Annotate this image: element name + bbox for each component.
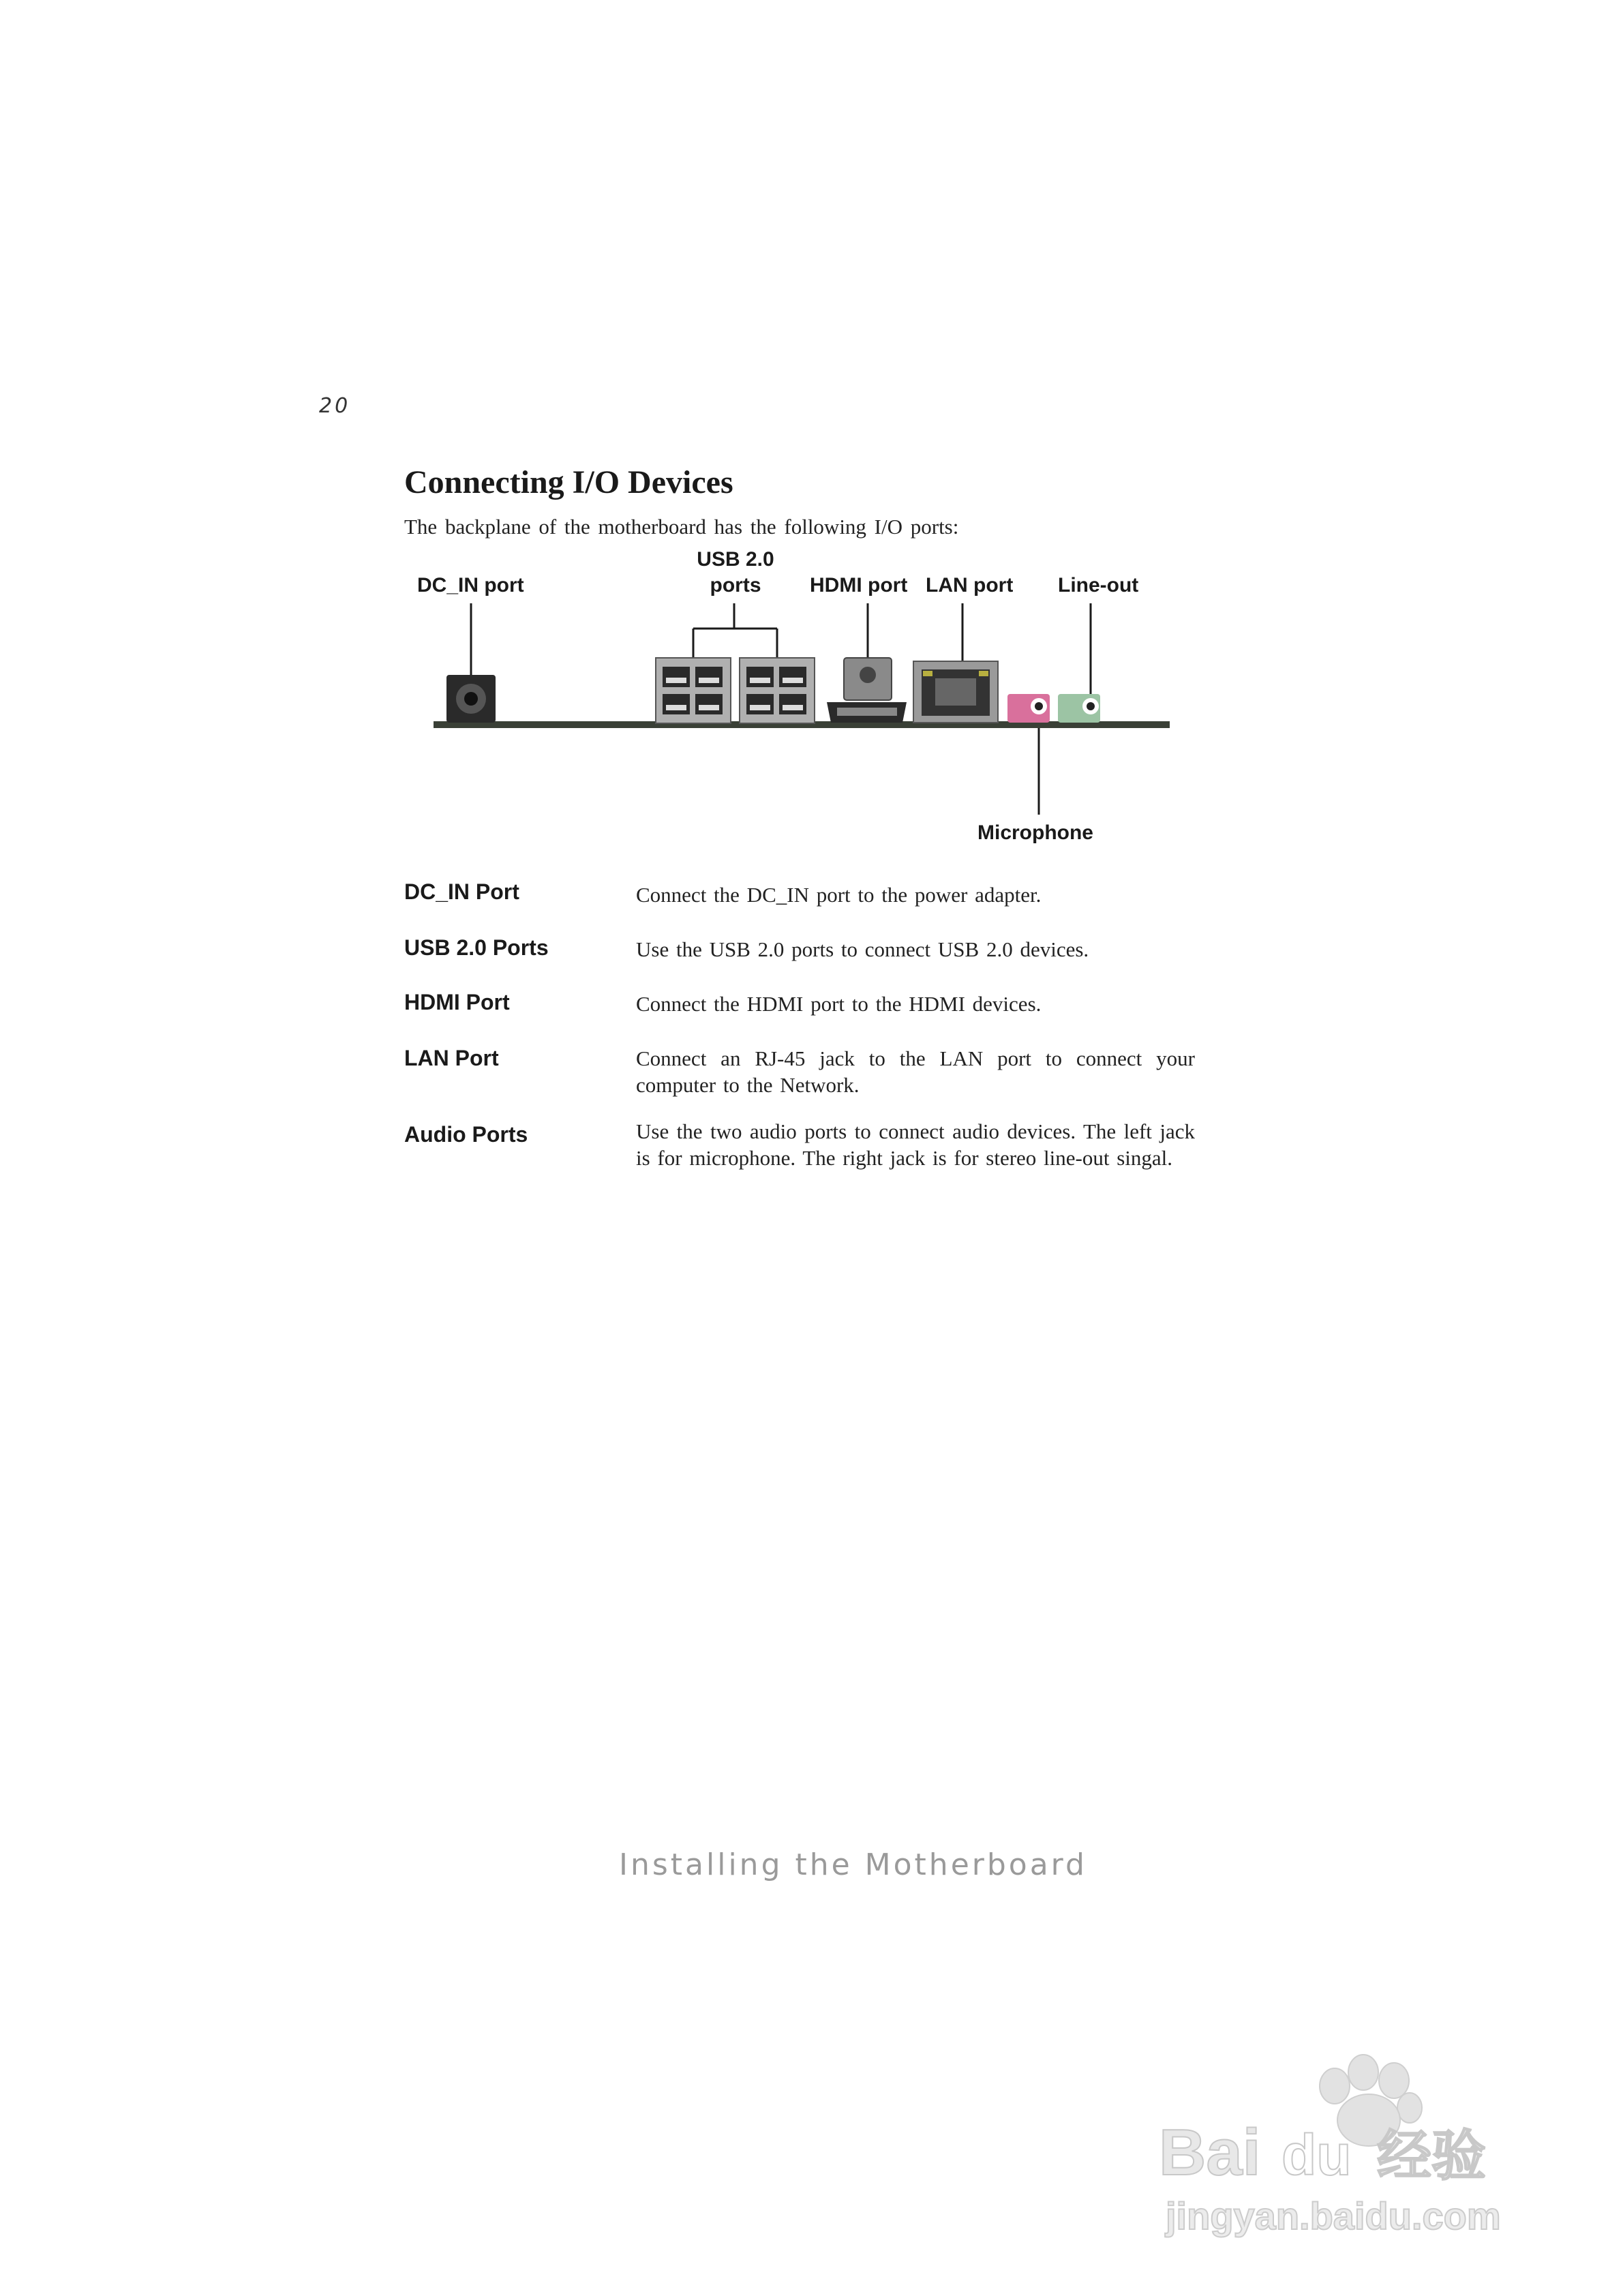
svg-text:du: du <box>1281 2123 1352 2187</box>
term-dc-in: DC_IN Port <box>404 879 519 904</box>
leader-lines <box>471 603 1091 815</box>
dc-in-jack <box>446 675 496 723</box>
hdmi-port <box>827 658 907 723</box>
line-out-jack <box>1058 694 1100 723</box>
dc-in-label: DC_IN port <box>417 574 524 596</box>
hdmi-label: HDMI port <box>810 574 908 596</box>
usb-label-line1: USB 2.0 <box>697 548 774 571</box>
desc-dc-in: Connect the DC_IN port to the power adapter. <box>636 883 1042 907</box>
board-edge <box>434 721 1170 728</box>
usb-port-stack-left <box>656 658 731 723</box>
svg-text:jingyan.baidu.com: jingyan.baidu.com <box>1166 2194 1501 2237</box>
svg-text:Bai: Bai <box>1159 2116 1261 2189</box>
section-intro: The backplane of the motherboard has the following I/O ports: <box>404 515 959 539</box>
term-lan: LAN Port <box>404 1046 499 1070</box>
term-hdmi: HDMI Port <box>404 990 510 1014</box>
term-audio: Audio Ports <box>404 1122 528 1147</box>
term-usb: USB 2.0 Ports <box>404 935 549 960</box>
lan-label: LAN port <box>926 574 1014 596</box>
page-footer: Installing the Motherboard <box>619 1847 1087 1882</box>
microphone-label: Microphone <box>977 821 1093 844</box>
section-title: Connecting I/O Devices <box>404 464 733 500</box>
backplane-illustration <box>0 0 1623 886</box>
page-number: 20 <box>319 394 351 418</box>
desc-hdmi: Connect the HDMI port to the HDMI devices. <box>636 992 1042 1016</box>
baidu-jingyan-watermark <box>1152 2045 1547 2250</box>
microphone-jack <box>1007 694 1050 723</box>
usb-port-stack-right <box>740 658 815 723</box>
svg-text:经验: 经验 <box>1377 2124 1486 2188</box>
desc-audio: Use the two audio ports to connect audio devices. The left jack is for microphone. The right jack is for stereo line-out singal. <box>636 1119 1195 1170</box>
desc-usb: Use the USB 2.0 ports to connect USB 2.0 devices. <box>636 937 1089 961</box>
usb-label-line2: ports <box>710 574 761 596</box>
io-backplane-diagram <box>0 0 1623 886</box>
line-out-label: Line-out <box>1058 574 1139 596</box>
desc-lan: Connect an RJ-45 jack to the LAN port to connect your computer to the Network. <box>636 1046 1195 1097</box>
lan-port <box>913 661 998 723</box>
